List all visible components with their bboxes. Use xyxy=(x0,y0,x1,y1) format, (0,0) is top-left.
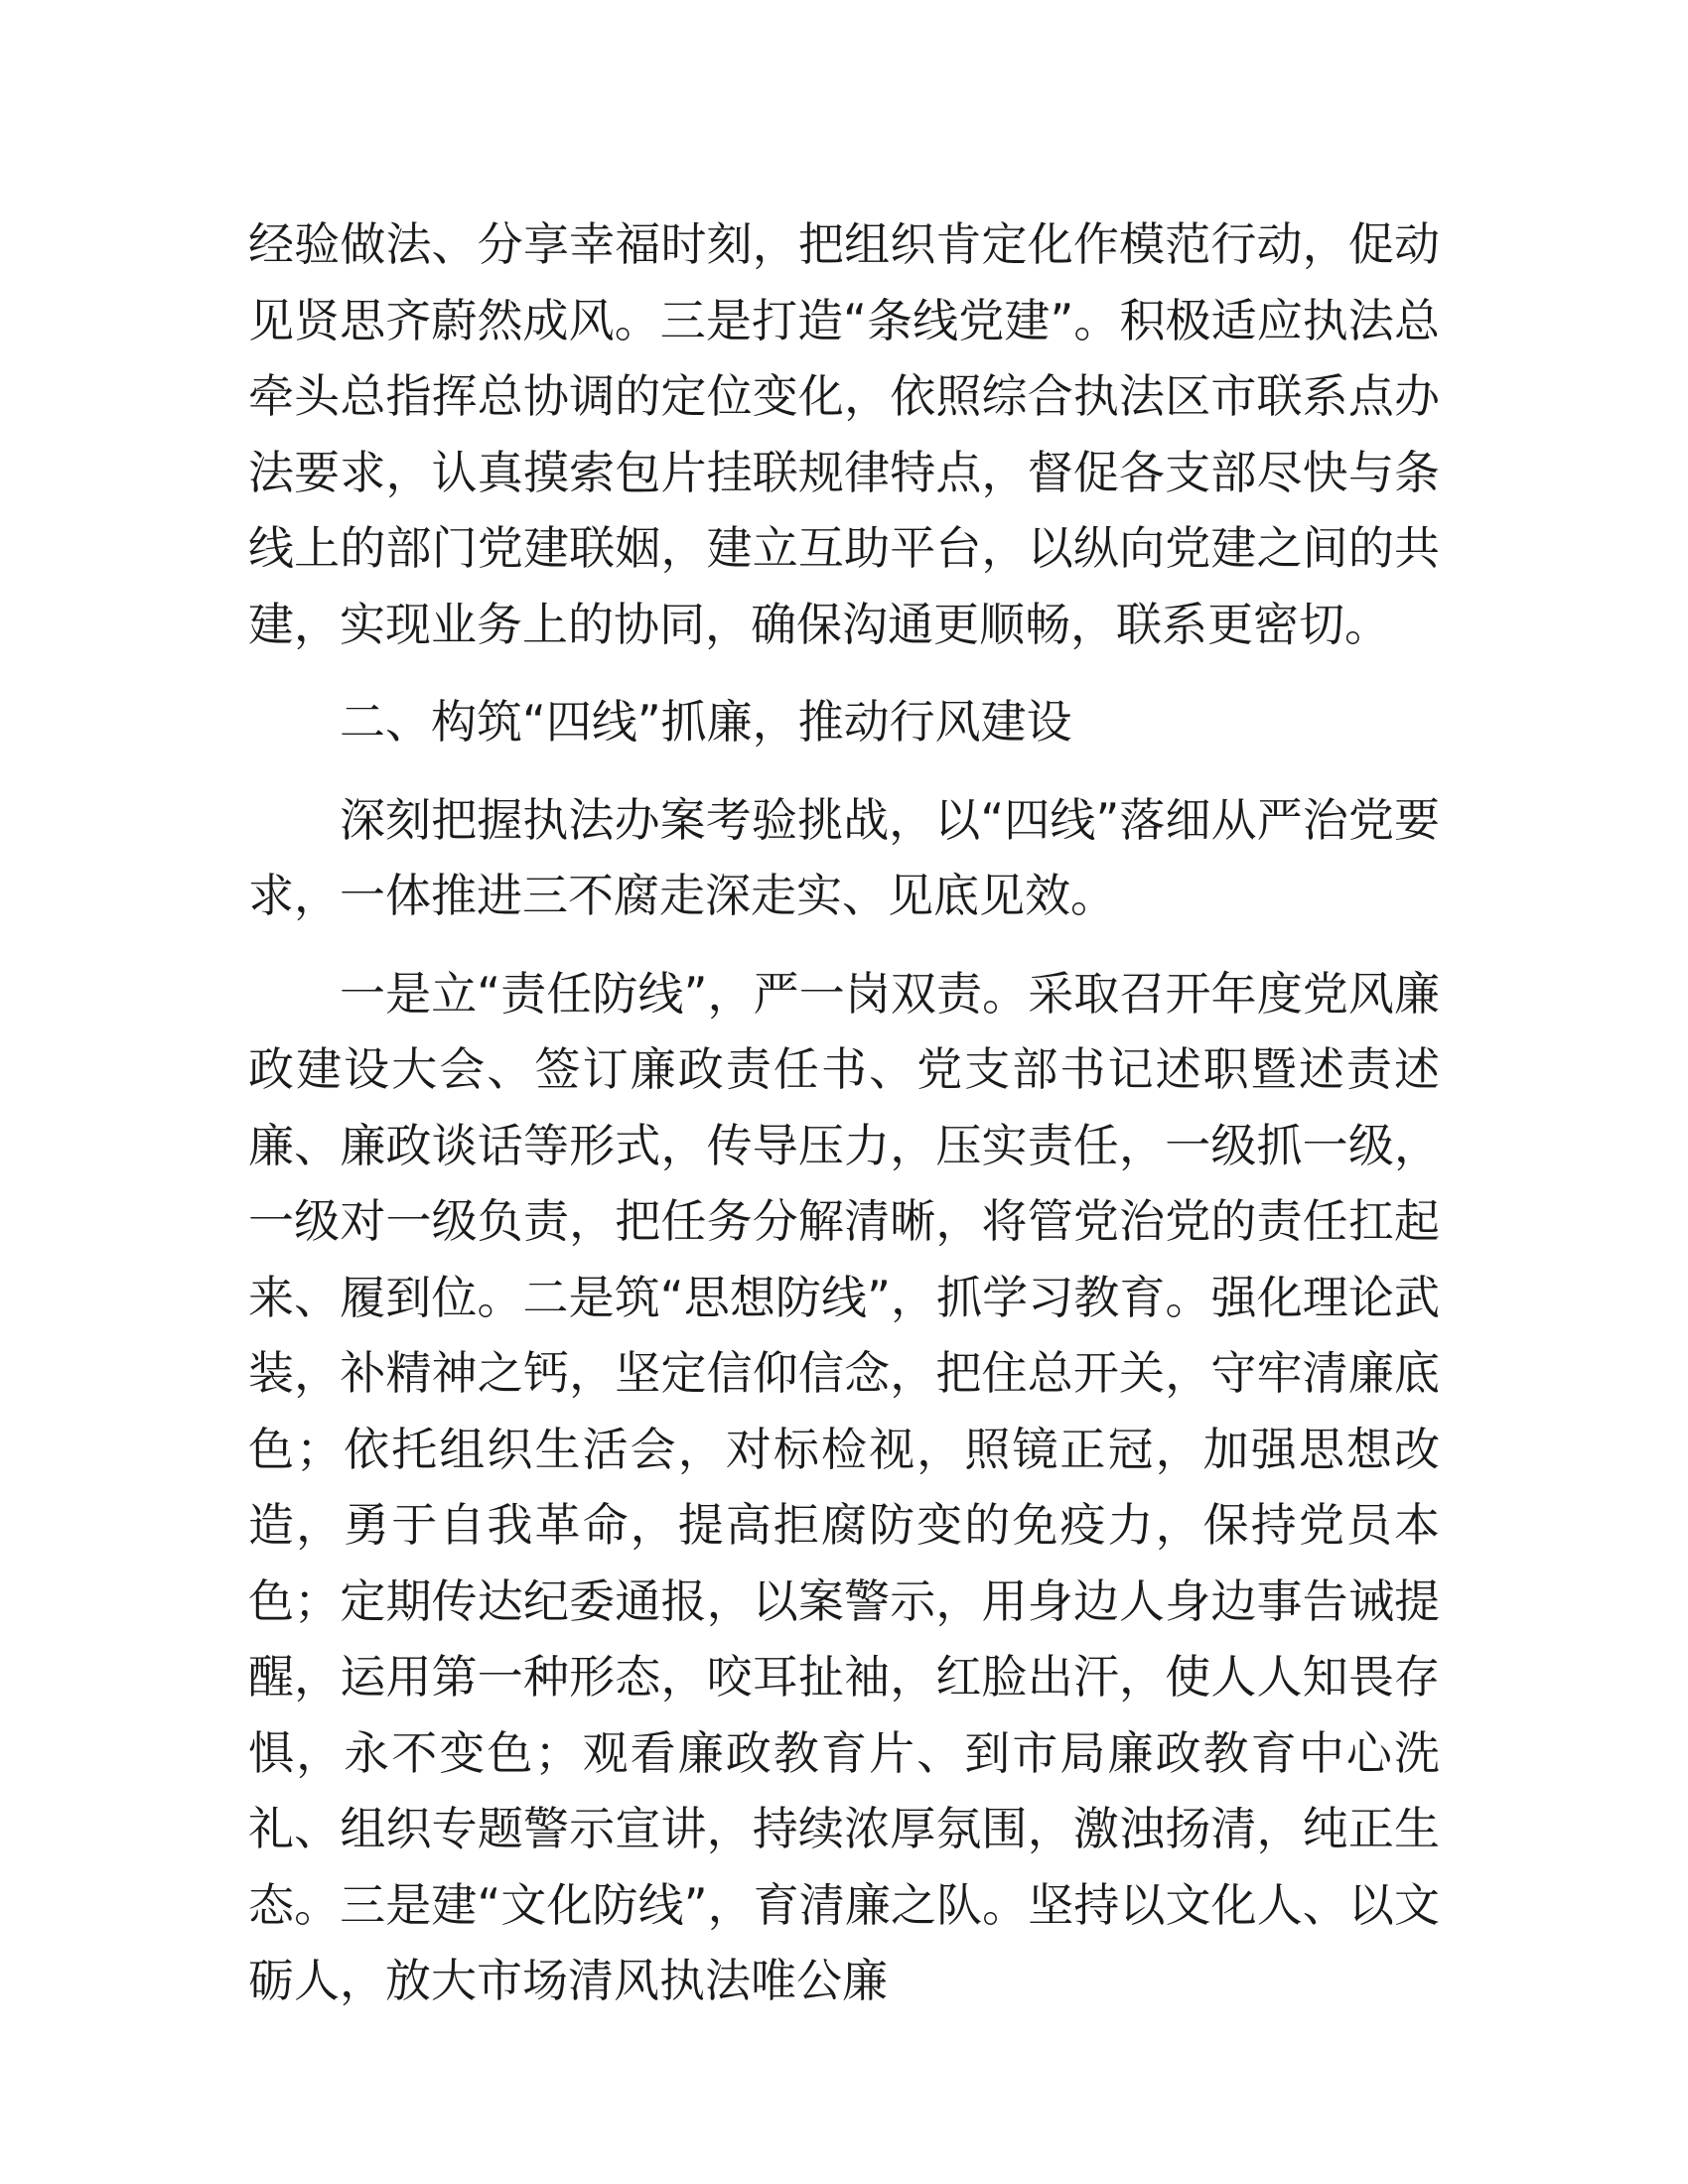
body-paragraph-measures: 一是立“责任防线”，严一岗双责。采取召开年度党风廉政建设大会、签订廉政责任书、党支部书记述职暨述责述廉、廉政谈话等形式，传导压力，压实责任，一级抓一级，一级对一级负责，把任务分解清晰，将管党治党的责任扛起来、履到位。二是筑“思想防线”，抓学习教育。强化理论武装，补精神之钙，坚定信仰信念，把住总开关，守牢清廉底色；依托组织生活会，对标检视，照镜正冠，加强思想改造，勇于自我革命，提高拒腐防变的免疫力，保持党员本色；定期传达纪委通报，以案警示，用身边人身边事告诫提醒，运用第一种形态，咬耳扯袖，红脸出汗，使人人知畏存惧，永不变色；观看廉政教育片、到市局廉政教育中心洗礼、组织专题警示宣讲，持续浓厚氛围，激浊扬清，纯正生态。三是建“文化防线”，育清廉之队。坚持以文化人、以文砺人，放大市场清风执法唯公廉 xyxy=(248,966,1440,2007)
document-body xyxy=(248,206,1440,2019)
body-paragraph-intro: 深刻把握执法办案考验挑战，以“四线”落细从严治党要求，一体推进三不腐走深走实、见底见效。 xyxy=(248,792,1440,922)
section-heading: 二、构筑“四线”抓廉，推动行风建设 xyxy=(340,695,1072,749)
body-paragraph-continued: 经验做法、分享幸福时刻，把组织肯定化作模范行动，促动见贤思齐蔚然成风。三是打造“条线党建”。积极适应执法总牵头总指挥总协调的定位变化，依照综合执法区市联系点办法要求，认真摸索包片挂联规律特点，督促各支部尽快与条线上的部门党建联姻，建立互助平台，以纵向党建之间的共建，实现业务上的协同，确保沟通更顺畅，联系更密切。 xyxy=(248,217,1440,651)
